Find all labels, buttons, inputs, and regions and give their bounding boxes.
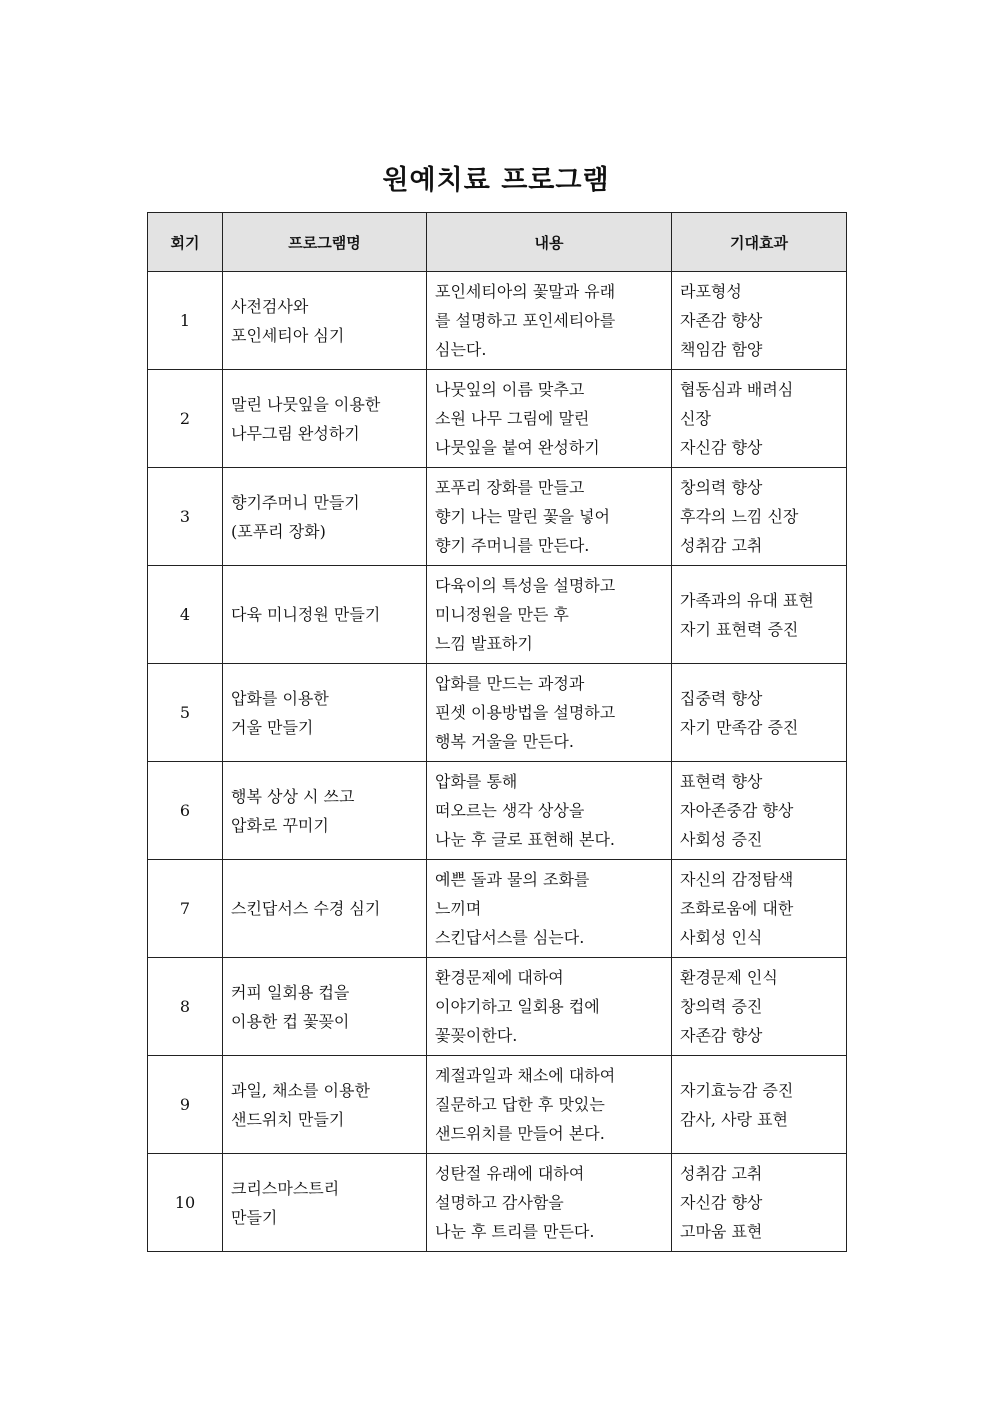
header-content: 내용 xyxy=(427,213,672,272)
program-content-line: 소원 나무 그림에 말린 xyxy=(435,409,590,428)
program-name-line: 거울 만들기 xyxy=(231,717,314,737)
program-content-line: 포인세티아의 꽃말과 유래 xyxy=(435,282,616,301)
program-content-line: 향기 주머니를 만든다. xyxy=(435,536,590,555)
program-name-cell xyxy=(223,1154,427,1252)
expected-effect-line: 창의력 향상 xyxy=(680,478,763,497)
session-number: 2 xyxy=(148,370,223,468)
program-name-line: 말린 나뭇잎을 이용한 xyxy=(231,394,381,414)
program-content-cell xyxy=(427,1056,672,1154)
program-content-line: 심는다. xyxy=(435,340,487,359)
expected-effect-cell xyxy=(672,468,847,566)
program-content-line: 나눈 후 트리를 만든다. xyxy=(435,1222,595,1241)
expected-effect-line: 감사, 사랑 표현 xyxy=(680,1109,788,1129)
expected-effect-line: 협동심과 배려심 xyxy=(680,380,794,399)
program-content-cell xyxy=(427,762,672,860)
expected-effect-cell xyxy=(672,958,847,1056)
expected-effect-line: 자기 만족감 증진 xyxy=(680,717,799,737)
expected-effect-line: 창의력 증진 xyxy=(680,997,763,1016)
program-content-cell xyxy=(427,860,672,958)
expected-effect-line: 자기 표현력 증진 xyxy=(680,619,799,639)
expected-effect-line: 성취감 고취 xyxy=(680,1164,763,1183)
program-name-line: 압화로 꾸미기 xyxy=(231,815,329,835)
program-name-line: 샌드위치 만들기 xyxy=(231,1109,345,1129)
program-name-line: 이용한 컵 꽃꽂이 xyxy=(231,1011,350,1031)
expected-effect-cell xyxy=(672,370,847,468)
table-header-row xyxy=(148,213,847,272)
expected-effect-line: 가족과의 유대 표현 xyxy=(680,590,814,610)
session-number: 9 xyxy=(148,1056,223,1154)
expected-effect-line: 표현력 향상 xyxy=(680,772,763,791)
program-name-cell xyxy=(223,1056,427,1154)
program-content-cell xyxy=(427,272,672,370)
program-content-line: 향기 나는 말린 꽃을 넣어 xyxy=(435,507,610,526)
expected-effect-cell xyxy=(672,860,847,958)
program-content-line: 나뭇잎을 붙여 완성하기 xyxy=(435,438,600,457)
table-body xyxy=(148,272,847,1252)
program-content-cell xyxy=(427,370,672,468)
program-content-line: 압화를 만드는 과정과 xyxy=(435,674,585,693)
expected-effect-line: 조화로움에 대한 xyxy=(680,899,794,918)
expected-effect-cell xyxy=(672,762,847,860)
program-content-cell xyxy=(427,958,672,1056)
table-row xyxy=(148,664,847,762)
program-name-cell xyxy=(223,272,427,370)
table-row xyxy=(148,1154,847,1252)
program-name-line: 향기주머니 만들기 xyxy=(231,492,360,512)
session-number: 7 xyxy=(148,860,223,958)
expected-effect-line: 성취감 고취 xyxy=(680,536,763,555)
program-name-line: 크리스마스트리 xyxy=(231,1178,340,1198)
program-content-line: 느끼며 xyxy=(435,899,482,918)
program-name-line: 커피 일회용 컵을 xyxy=(231,982,350,1002)
program-content-line: 계절과일과 채소에 대하여 xyxy=(435,1066,616,1085)
expected-effect-line: 고마움 표현 xyxy=(680,1222,763,1241)
expected-effect-cell xyxy=(672,566,847,664)
expected-effect-line: 사회성 증진 xyxy=(680,830,763,849)
program-name-line: 과일, 채소를 이용한 xyxy=(231,1080,370,1100)
expected-effect-line: 라포형성 xyxy=(680,282,742,301)
session-number: 3 xyxy=(148,468,223,566)
header-program-name: 프로그램명 xyxy=(223,213,427,272)
program-content-line: 예쁜 돌과 물의 조화를 xyxy=(435,870,590,889)
expected-effect-line: 자존감 향상 xyxy=(680,1026,763,1045)
program-name-cell xyxy=(223,860,427,958)
session-number: 4 xyxy=(148,566,223,664)
program-content-line: 다육이의 특성을 설명하고 xyxy=(435,576,616,595)
program-content-line: 환경문제에 대하여 xyxy=(435,968,564,987)
program-content-cell xyxy=(427,1154,672,1252)
program-content-line: 스킨답서스를 심는다. xyxy=(435,928,585,947)
expected-effect-cell xyxy=(672,1154,847,1252)
program-content-line: 포푸리 장화를 만들고 xyxy=(435,478,585,497)
program-table xyxy=(147,212,847,1252)
session-number: 6 xyxy=(148,762,223,860)
program-name-line: 만들기 xyxy=(231,1207,278,1227)
expected-effect-line: 자아존중감 향상 xyxy=(680,801,794,820)
program-content-line: 성탄절 유래에 대하여 xyxy=(435,1164,585,1183)
table-row xyxy=(148,860,847,958)
program-content-cell xyxy=(427,468,672,566)
program-content-line: 압화를 통해 xyxy=(435,772,518,791)
expected-effect-cell xyxy=(672,272,847,370)
program-content-line: 핀셋 이용방법을 설명하고 xyxy=(435,703,616,722)
program-content-line: 미니정원을 만든 후 xyxy=(435,605,569,624)
session-number: 1 xyxy=(148,272,223,370)
program-content-line: 꽃꽂이한다. xyxy=(435,1026,518,1045)
program-content-line: 를 설명하고 포인세티아를 xyxy=(435,311,616,330)
expected-effect-line: 집중력 향상 xyxy=(680,688,763,708)
expected-effect-line: 후각의 느낌 신장 xyxy=(680,507,799,526)
program-content-line: 설명하고 감사함을 xyxy=(435,1193,564,1212)
program-content-line: 떠오르는 생각 상상을 xyxy=(435,801,585,820)
program-name-line: (포푸리 장화) xyxy=(231,521,326,541)
header-expected-effect: 기대효과 xyxy=(672,213,847,272)
expected-effect-cell xyxy=(672,664,847,762)
program-name-cell xyxy=(223,566,427,664)
table-row xyxy=(148,1056,847,1154)
expected-effect-line: 신장 xyxy=(680,409,711,428)
program-content-cell xyxy=(427,664,672,762)
table-row xyxy=(148,958,847,1056)
program-content-line: 이야기하고 일회용 컵에 xyxy=(435,997,600,1016)
program-name-line: 압화를 이용한 xyxy=(231,688,329,708)
table-row xyxy=(148,762,847,860)
program-content-line: 나뭇잎의 이름 맞추고 xyxy=(435,380,585,399)
table-row xyxy=(148,272,847,370)
expected-effect-line: 자신감 향상 xyxy=(680,1193,763,1212)
header-session: 회기 xyxy=(148,213,223,272)
program-name-line: 스킨답서스 수경 심기 xyxy=(231,899,381,918)
program-name-line: 사전검사와 xyxy=(231,296,309,316)
expected-effect-line: 환경문제 인식 xyxy=(680,968,778,987)
program-content-line: 행복 거울을 만든다. xyxy=(435,732,574,751)
session-number: 8 xyxy=(148,958,223,1056)
session-number: 5 xyxy=(148,664,223,762)
table-row xyxy=(148,468,847,566)
page-title: 원예치료 프로그램 xyxy=(382,165,610,196)
expected-effect-line: 자신감 향상 xyxy=(680,438,763,457)
expected-effect-line: 자신의 감정탐색 xyxy=(680,870,794,889)
program-name-line: 포인세티아 심기 xyxy=(231,325,345,345)
program-name-line: 다육 미니정원 만들기 xyxy=(231,605,381,624)
program-content-line: 느낌 발표하기 xyxy=(435,634,533,653)
session-number: 10 xyxy=(148,1154,223,1252)
expected-effect-cell xyxy=(672,1056,847,1154)
program-content-line: 질문하고 답한 후 맛있는 xyxy=(435,1095,605,1114)
expected-effect-line: 책임감 함양 xyxy=(680,340,763,359)
expected-effect-line: 사회성 인식 xyxy=(680,928,763,947)
program-name-cell xyxy=(223,664,427,762)
expected-effect-line: 자기효능감 증진 xyxy=(680,1080,794,1100)
program-name-cell xyxy=(223,468,427,566)
table-row xyxy=(148,370,847,468)
program-name-line: 행복 상상 시 쓰고 xyxy=(231,786,355,806)
program-content-line: 나눈 후 글로 표현해 본다. xyxy=(435,830,615,849)
table-row xyxy=(148,566,847,664)
program-name-cell xyxy=(223,370,427,468)
program-name-cell xyxy=(223,762,427,860)
program-name-cell xyxy=(223,958,427,1056)
program-content-line: 샌드위치를 만들어 본다. xyxy=(435,1124,605,1143)
expected-effect-line: 자존감 향상 xyxy=(680,311,763,330)
program-content-cell xyxy=(427,566,672,664)
program-name-line: 나무그림 완성하기 xyxy=(231,423,360,443)
